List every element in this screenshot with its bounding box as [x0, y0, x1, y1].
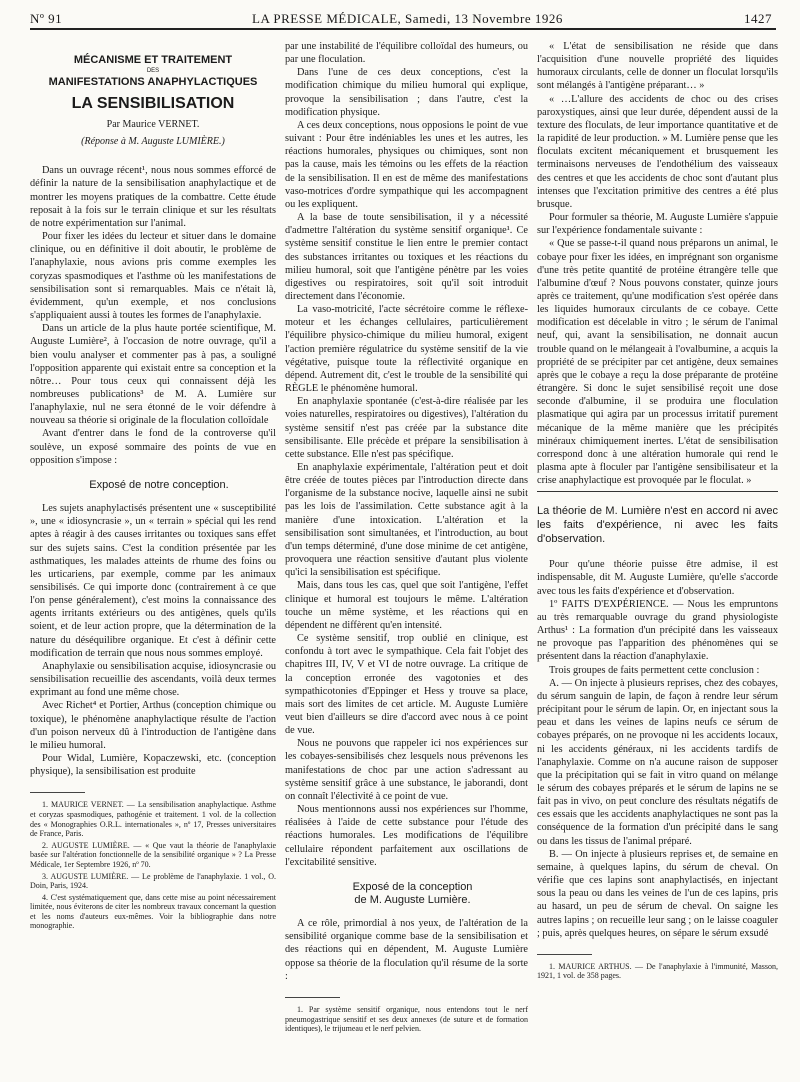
paragraph: Avant d'entrer dans le fond de la controverse qu'il soulève, un exposé sommaire des points de vue en opposition s'impose :: [30, 428, 276, 466]
paragraph: Dans l'une de ces deux conceptions, c'est la modification chimique du milieu humoral qui explique, provoque la sensibilisation ; dans l'autre, c'est la modification physique.: [285, 67, 528, 118]
paragraph: Nous ne pouvons que rappeler ici nos expériences sur les cobayes-sensibilisés chez lesquels nous prévenons les manifestations de choc par une action s'adressant au système sensitif grâce à une substance, le jaborandi, dont on connaît l'électivité à ce point de vue.: [285, 738, 528, 802]
footnote: 2. AUGUSTE LUMIÈRE. — « Que vaut la théorie de l'anaphylaxie basée sur l'altération fonctionnelle de la sensibilité organique » ? La Presse Médicale, 1er Septembre 1926, nº 70.: [30, 840, 276, 869]
footnote: 3. AUGUSTE LUMIÈRE. — Le problème de l'anaphylaxie. 1 vol., O. Doin, Paris, 1924.: [30, 871, 276, 891]
paragraph: Pour formuler sa théorie, M. Auguste Lumière s'appuie sur l'expérience fondamentale suivante :: [537, 212, 778, 237]
footnote: 4. C'est systématiquement que, dans cette mise au point nécessairement limitée, nous éviterons de citer les nombreux travaux concernant la question et les noms d'auteurs eux-mêmes. Voir la bibliographie dans notre monographie.: [30, 892, 276, 931]
paragraph: A ce rôle, primordial à nos yeux, de l'altération de la sensibilité organique comme base de la sensibilisation et des réactions qui en dépendent, M. Auguste Lumière oppose sa théorie de la floculation qu'il résume de la sorte :: [285, 918, 528, 982]
paragraph: Avec Richet⁴ et Portier, Arthus (conception chimique ou toxique), le phénomène anaphylactique résulte de l'action d'un poison nerveux dû à l'introduction de l'antigène dans le milieu humoral.: [30, 700, 276, 751]
footnote-rule: [285, 997, 340, 998]
article-reply-note: (Réponse à M. Auguste LUMIÈRE.): [81, 136, 225, 148]
title-line-1: MÉCANISME ET TRAITEMENT: [73, 54, 233, 66]
journal-title: LA PRESSE MÉDICALE, Samedi, 13 Novembre 1926: [252, 11, 563, 26]
footnote-rule: [537, 954, 592, 955]
paragraph: Dans un article de la plus haute portée scientifique, M. Auguste Lumière², à l'occasion de notre ouvrage, qu'il a bien voulu analyser et commenter pas à pas, a souligné l'opposition apparente qui existait entre sa conception et la nôtre… Pour tous ceux qui connaissent déjà les nombreuses publications³ de M. A. Lumière sur l'anaphylaxie, nul ne sera étonné de le voir défendre à nouveau sa théorie si originale de la floculation colloïdale: [30, 323, 276, 427]
paragraph: A ces deux conceptions, nous opposions le point de vue suivant : Pour être indéniables les unes et les autres, les réactions humorales, physiques ou chimiques, sont non pas la cause, mais les témoins ou les effets de la réaction de la sensibilisation. Il en est de même des manifestations vaso-motrices d'ordre sympathique qui les accompagnent ou les expliquent.: [285, 119, 528, 210]
quotation: « …L'allure des accidents de choc ou des crises paroxystiques, ainsi que leur durée, dépendent aussi de la texture des floculats, de leur importance quantitative et de la rapidité de leur production. » M. Lumière pense que les floculats excitent mécaniquement et brusquement les terminaisons nerveuses de l'endothélium des vaisseaux des centres et que les accidents de choc sont d'autant plus intenses que l'excitation primitive des centres a été plus brusque.: [537, 93, 778, 210]
paragraph: Trois groupes de faits permettent cette conclusion :: [549, 664, 760, 676]
column-2: [285, 40, 528, 1072]
section-heading: Exposé de notre conception.: [89, 478, 229, 491]
paragraph: 1º FAITS D'EXPÉRIENCE. — Nous les empruntons au très remarquable ouvrage du grand physiologiste Arthus¹ : La formation d'un précipité dans les vaisseaux ne provoque pas l'apparition des phénomènes qui se présentent dans la réaction d'anaphylaxie.: [537, 598, 778, 663]
paragraph: Ce système sensitif, trop oublié en clinique, est confondu à tort avec le sympathique. Cela fait l'objet des chapitres III, IV, V et VI de notre ouvrage. La critique de la conception erronée des vagotonies et des sympathicotonies d'Eppinger et Hess y trouve sa place, mais sort des limites de cet article. M. Auguste Lumière veut bien d'ailleurs se dire d'accord avec nous à ce point de vue.: [285, 633, 528, 737]
paragraph: A. — On injecte à plusieurs reprises, chez des cobayes, du sérum sanguin de lapin, de façon à rendre leur sérum précipitant pour le sérum de lapin. Or, en injectant sous la peau et dans les veines de lapins neufs ce sérum de cobayes préparés, on ne provoque ni les accidents locaux, ni les accidents généraux, ni les accidents tardifs de l'anaphylaxie. Comme on n'a aucune raison de supposer que la précipitation qui se fait in vitro quand on mélange le sérum des cobayes préparés et le sérum de lapins ne se fait pas in vivo, on peut conclure des résultats négatifs de ces essais que les accidents anaphylactiques ne sont pas la conséquence de la formation d'un précipité dans le sang ou dans les tissus de l'animal préparé.: [537, 677, 778, 847]
paragraph: Dans un ouvrage récent¹, nous nous sommes efforcé de définir la nature de la sensibilisation anaphylactique et de montrer les moyens pratiques de la combattre. Cette étude reposait à la fois sur le terrain clinique et sur les résultats de notre expérimentation sur l'animal.: [30, 165, 276, 229]
section-heading: de M. Auguste Lumière.: [354, 894, 471, 906]
section-divider: [537, 491, 778, 492]
page-number: 1427: [744, 11, 772, 26]
paragraph: En anaphylaxie expérimentale, l'altération peut et doit être créée de toutes pièces par l'introduction directe dans l'organisme de la substance nocive, laquelle ainsi ne subit pas les lois de l'assimilation. Cette substance agit à la manière d'une intoxication. L'altération et la sensibilisation sont simultanées, et l'introduction, au bout d'un temps déterminé, d'une dose minime de cet antigène, provoquera une réaction sensitive d'autant plus violente qu'ici la sensibilisation est spécifique.: [285, 462, 528, 579]
paragraph: Pour fixer les idées du lecteur et situer dans le domaine clinique, ou en définitive il doit aboutir, le problème de l'anaphylaxie, nous avions pris comme exemples les coryzas spasmodiques et l'asthme où les manifestations de sensibilisation sont si remarquables. Mais ce n'était là, évidemment, qu'un exemple, et nos conclusions s'appliquaient aussi à toutes les formes de l'anaphylaxie.: [30, 231, 276, 322]
paragraph: Pour Widal, Lumière, Kopaczewski, etc. (conception physique), la sensibilisation est produite: [30, 753, 276, 778]
paragraph: Anaphylaxie ou sensibilisation acquise, idiosyncrasie ou sensibilisation recueillie des ascendants, voilà deux termes exprimant au fond une même chose.: [30, 660, 276, 699]
paragraph: La vaso-motricité, l'acte sécrétoire comme le réflexe-moteur et les échanges cellulaires, particulièrement l'équilibre physico-chimique du milieu humoral, exigent l'action première régulatrice du système sensitif de la vie végétative, puisque toute la réflectivité organique en dépend. Autrement dit, c'est le trouble de la sensibilité qui RÈGLE le phénomène humoral.: [285, 304, 528, 395]
footnote: 1. MAURICE VERNET. — La sensibilisation anaphylactique. Asthme et coryzas spasmodiques, pathogénie et traitement. 1 vol. de la collection des « Monographies O.R.L. internationales », nº 17, Presses universitaires de France, Paris.: [30, 800, 276, 839]
quotation: « L'état de sensibilisation ne réside que dans l'acquisition d'une nouvelle propriété des liquides humoraux circulants, celle de donner un floculat lorsqu'ils sont mélangés à l'antigène préparant… »: [537, 41, 778, 92]
footnote-rule: [30, 792, 85, 793]
column-3: [537, 40, 778, 1072]
paragraph: Pour qu'une théorie puisse être admise, il est indispensable, dit M. Auguste Lumière, qu'elle s'accorde avec tous les faits d'expérience et d'observation.: [537, 559, 778, 597]
title-line-3: MANIFESTATIONS ANAPHYLACTIQUES: [48, 76, 258, 88]
article-title: LA SENSIBILISATION: [71, 95, 235, 112]
quotation: « Que se passe-t-il quand nous préparons un animal, le cobaye pour fixer les idées, en imprégnant son organisme d'une très petite quantité de protéine étrangère telle que l'albumine d'œuf ? Nous pouvons constater, quinze jours après ce traitement, qu'une modification s'est opérée dans les liquides humoraux circulants de ce cobaye. Cette modification est décelable in vitro ; le sérum de l'animal neuf, qui, avant la sensibilisation, ne donnait aucun trouble quand on le mélangeait à l'ovalbumine, a acquis la propriété de se précipiter par cet antigène, deux semaines après que le cobaye a reçu la dose préparante de protéine étrangère. Si donc le sujet sensibilisé reçoit une dose seconde d'albumine, il se produira une floculation plasmatique qui agira par un processus irritatif purement mécanique de la même manière que les précipités minéraux chimiquement inertes. L'état de sensibilisation correspond donc à une altération humorale qui rend le plasma apte à floculer par l'antigène sensibilisateur et la crise anaphylactique est provoquée par le floculat. »: [537, 238, 778, 487]
column-1: [30, 40, 276, 1072]
paragraph: Mais, dans tous les cas, quel que soit l'antigène, l'effet clinique et humoral est toujours le même. L'altération touche un même système, et les réactions qui en dépendent ne diffèrent qu'en intensité.: [285, 580, 528, 631]
paragraph: A la base de toute sensibilisation, il y a nécessité d'admettre l'altération du système sensitif organique¹. Ce système sensitif constitue le lien entre le premier contact des substances irritantes ou toxiques et les réactions du milieu humoral, soit que l'antigène pénètre par les voies digestives ou respiratoires, soit qu'il soit introduit directement dans l'économie.: [285, 212, 528, 302]
paragraph: B. — On injecte à plusieurs reprises et, de semaine en semaine, à quelques lapins, du sérum de cheval. On vérifie que ces lapins sont anaphylactisés, en injectant sous la peau ou dans les veines de l'un de ces lapins, pris au hasard, un peu de sérum de cheval. On saigne les autres lapins ; on recueille leur sang ; on le laisse coaguler ; puis, après quelques heures, on sépare le sérum exsudé: [537, 848, 778, 939]
issue-number: Nº 91: [30, 11, 63, 26]
paragraph: Les sujets anaphylactisés présentent une « susceptibilité », une « idiosyncrasie », un « terrain » spécial qui les rend aptes à réagir à des causes irritantes ou toxiques sans effet sur des sujets sains. C'est la condition présentée par les asthmatiques, les malades atteints de rhume des foins ou les urticariens, par exemple, comme par les animaux sensibilisés. Ce qui importe donc (contrairement à ce que l'on pense généralement), c'est moins la connaissance des agents irritants extérieurs ou des antigènes, quels qu'ils soient, et de leur action propre, que la détermination de la nature du déséquilibre organique. Et c'est à définir cette modification de terrain que nous nous sommes employé.: [30, 503, 276, 659]
title-line-2: DES: [146, 68, 160, 74]
page-header: [30, 8, 776, 30]
section-heading: Exposé de la conception: [352, 880, 473, 893]
section-heading: La théorie de M. Lumière n'est en accord ni avec les faits d'expérience, ni avec les faits d'observation.: [537, 505, 778, 546]
footnote: 1. Par système sensitif organique, nous entendons tout le nerf pneumogastrique sensitif et ses deux annexes (de suture et de formation identiques), le trijumeau et le nerf pelvien.: [285, 1004, 528, 1034]
paragraph: En anaphylaxie spontanée (c'est-à-dire réalisée par les voies naturelles, respiratoires ou digestives), l'altération du système sensitif n'est pas créée par la substance dite sensibilisante. Elle précède et prépare la sensibilisation à cette substance. Elle n'est pas spécifique.: [285, 396, 528, 460]
paragraph: par une instabilité de l'équilibre colloïdal des humeurs, ou par une floculation.: [285, 41, 528, 66]
footnote: 1. MAURICE ARTHUS. — De l'anaphylaxie à l'immunité, Masson, 1921, 1 vol. de 358 pages.: [537, 961, 778, 981]
paragraph: Nous mentionnons aussi nos expériences sur l'homme, réalisées à l'aide de cette substance pour l'étude des réactions humorales. Les modifications de l'équilibre cellulaire répondent parfaitement aux oscillations de l'excitabilité sensitive.: [285, 804, 528, 868]
article-author: Par Maurice VERNET.: [106, 119, 200, 130]
